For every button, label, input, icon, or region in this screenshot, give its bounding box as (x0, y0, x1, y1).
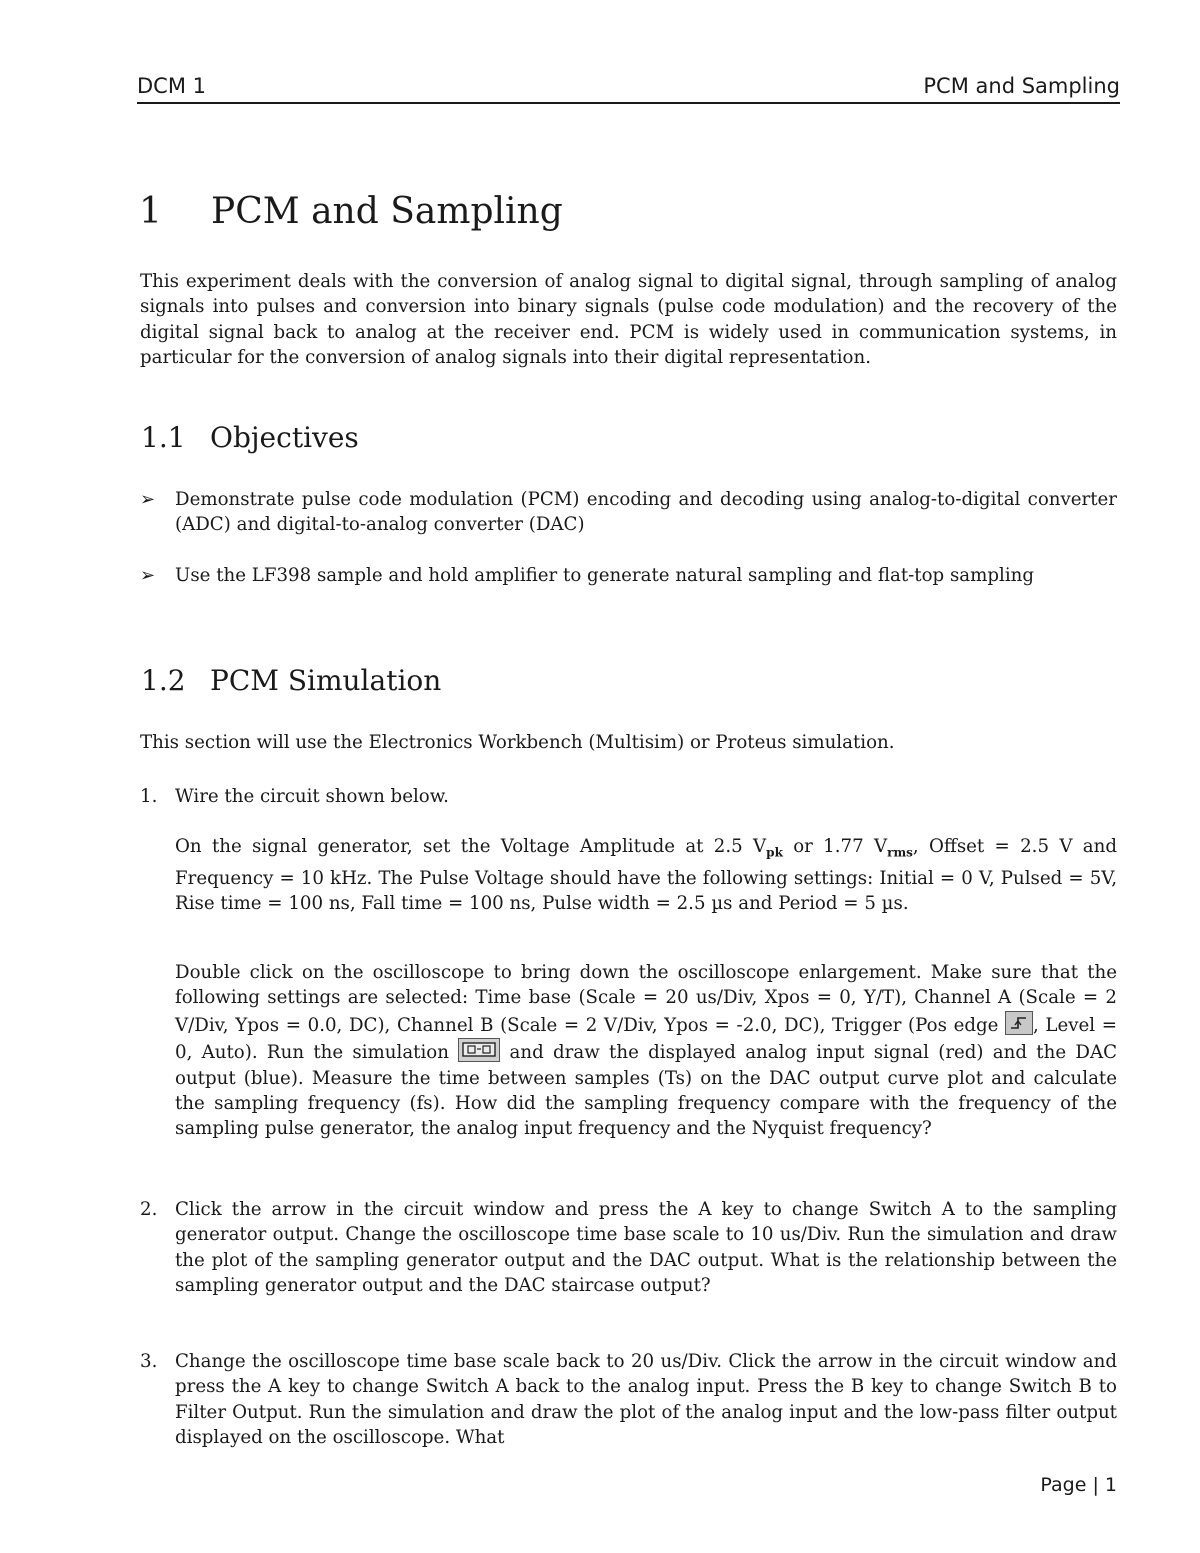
section-title: PCM and Sampling (211, 191, 563, 232)
step-text: Click the arrow in the circuit window and press the A key to change Switch A to the sampling generator output. Change the oscilloscope time base scale to 10 us/Div. Run the simulation and draw the plot of the sampling generator output and the DAC output. What is the relationship between the sampling generator output and the DAC staircase output? (175, 1199, 1117, 1297)
objective-text: Demonstrate pulse code modulation (PCM) encoding and decoding using analog-to-digital converter (ADC) and digital-to-analog converter (DAC) (175, 489, 1117, 536)
rising-edge-trigger-icon (1005, 1011, 1033, 1035)
page-number: Page | 1 (1040, 1474, 1117, 1496)
objectives-title: Objectives (210, 421, 359, 454)
intro-paragraph: This experiment deals with the conversion of analog signal to digital signal, through sampling of analog signals into pulses and conversion into binary signals (pulse code modulation) and the recovery of the digital signal back to analog at the receiver end. PCM is widely used in communication systems, in particular for the conversion of analog signals into their digital representation. (140, 271, 1117, 369)
oscilloscope-text: and draw the displayed analog input signal (red) and the DAC output (blue). Measure the time between samples (Ts) on the DAC output curve plot and calculate the sampling frequency (fs). How did the sampling frequency compare with the frequency of the sampling pulse generator, the analog input frequency and the Nyquist frequency? (175, 1042, 1117, 1140)
step-number: 3. (140, 1351, 158, 1372)
simulation-title: PCM Simulation (210, 664, 442, 697)
objectives-heading (141, 421, 359, 454)
settings-text: , Offset = 2.5 V and Frequency = 10 kHz. The Pulse Voltage should have the following settings: Initial = 0 V, Pulsed = 5V, Rise time = 100 ns, Fall time = 100 ns, Pulse width = 2.5 µs and Period = 5 µs. (175, 836, 1117, 915)
oscilloscope-settings (175, 960, 1117, 1142)
subscript-pk: pk (766, 845, 783, 860)
run-simulation-icon (458, 1038, 500, 1062)
header-right: PCM and Sampling (923, 74, 1120, 98)
settings-text: or 1.77 V (782, 836, 888, 857)
oscilloscope-text: , Level = 0, Auto). Run the simulation (175, 1014, 1117, 1064)
bullet-arrow-icon: ➢ (140, 489, 156, 510)
settings-text: On the signal generator, set the Voltage Amplitude at 2.5 V (175, 836, 767, 857)
page-header (137, 72, 1120, 104)
document-page (137, 0, 1120, 1553)
step-number: 2. (140, 1199, 158, 1220)
oscilloscope-text: Double click on the oscilloscope to bring down the oscilloscope enlargement. Make sure that the following settings are selected: Time base (Scale = 20 us/Div, Xpos = 0, Y/T), Channel A (Scale = 2 V/Div, Ypos = 0.0, DC), Channel B (Scale = 2 V/Div, Ypos = -2.0, DC), Trigger (Pos edge (175, 962, 1117, 1036)
bullet-arrow-icon: ➢ (140, 565, 156, 586)
step-text: Change the oscilloscope time base scale back to 20 us/Div. Click the arrow in the circuit window and press the A key to change Switch A back to the analog input. Press the B key to change Switch B to Filter Output. Run the simulation and draw the plot of the analog input and the low-pass filter output displayed on the oscilloscope. What (175, 1351, 1117, 1449)
subscript-rms: rms (887, 845, 913, 860)
step-text: Wire the circuit shown below. (175, 786, 449, 807)
signal-generator-settings (175, 834, 1117, 917)
section-number: 1 (139, 191, 162, 232)
objective-text: Use the LF398 sample and hold amplifier to generate natural sampling and flat-top sampling (175, 565, 1035, 586)
simulation-intro: This section will use the Electronics Workbench (Multisim) or Proteus simulation. (140, 732, 895, 753)
simulation-heading (141, 664, 441, 697)
simulation-number: 1.2 (141, 664, 186, 697)
objectives-number: 1.1 (141, 421, 186, 454)
section-heading (139, 191, 563, 232)
header-left: DCM 1 (137, 74, 206, 98)
step-number: 1. (140, 786, 158, 807)
